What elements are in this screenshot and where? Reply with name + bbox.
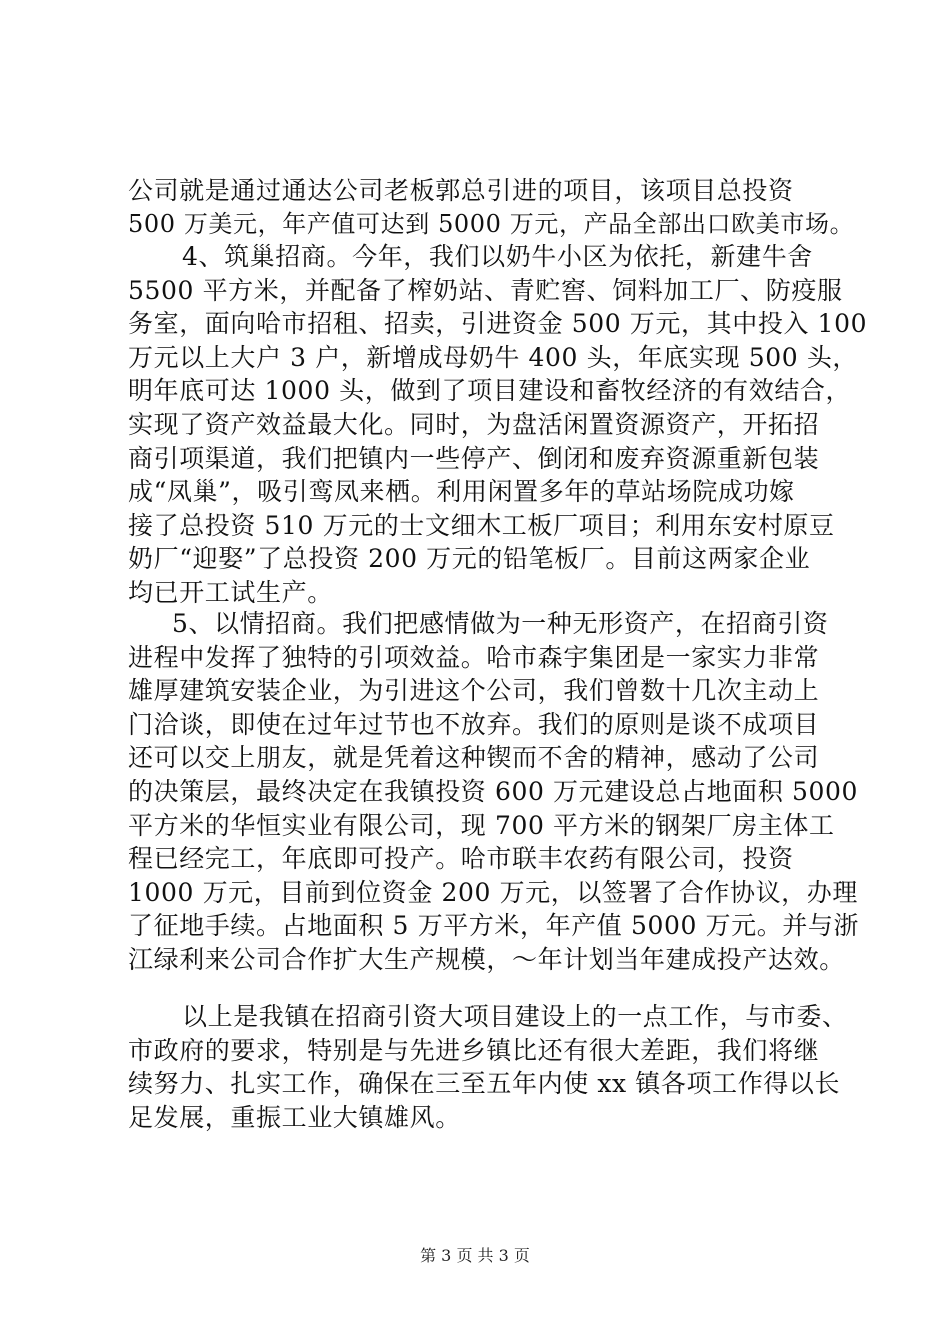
paragraph-emotion-investment <box>128 607 868 977</box>
paragraph-conclusion <box>128 1000 868 1134</box>
text-line: 明年底可达 1000 头，做到了项目建设和畜牧经济的有效结合， <box>128 376 852 406</box>
text-line: 足发展，重振工业大镇雄风。 <box>128 1102 461 1132</box>
text-line: 还可以交上朋友，就是凭着这种锲而不舍的精神，感动了公司 <box>128 743 820 773</box>
text-line: 1000 万元，目前到位资金 200 万元，以签署了合作协议，办理 <box>128 877 858 907</box>
text-line: 万元以上大户 3 户，新增成母奶牛 400 头，年底实现 500 头， <box>128 342 859 372</box>
text-line: 续努力、扎实工作，确保在三至五年内使 xx 镇各项工作得以长 <box>128 1069 841 1099</box>
text-line: 市政府的要求，特别是与先进乡镇比还有很大差距，我们将继 <box>128 1035 820 1065</box>
text-line: 商引项渠道，我们把镇内一些停产、倒闭和废弃资源重新包装 <box>128 443 820 473</box>
text-line: 了征地手续。占地面积 5 万平方米，年产值 5000 万元。并与浙 <box>128 911 860 941</box>
text-line: 成“凤巢”，吸引鸾凤来栖。利用闲置多年的草站场院成功嫁 <box>128 477 795 507</box>
text-line: 平方米的华恒实业有限公司，现 700 平方米的钢架厂房主体工 <box>128 810 835 840</box>
paragraph-continuation <box>128 174 868 241</box>
text-line: 奶厂“迎娶”了总投资 200 万元的铅笔板厂。目前这两家企业 <box>128 544 811 574</box>
text-line: 实现了资产效益最大化。同时，为盘活闲置资源资产，开拓招 <box>128 409 820 439</box>
text-line: 以上是我镇在招商引资大项目建设上的一点工作，与市委、 <box>182 1002 848 1031</box>
text-line: 进程中发挥了独特的引项效益。哈市森宇集团是一家实力非常 <box>128 642 820 672</box>
text-line: 江绿利来公司合作扩大生产规模，～年计划当年建成投产达效。 <box>128 944 845 974</box>
text-line: 4、筑巢招商。今年，我们以奶牛小区为依托，新建牛舍 <box>182 242 813 271</box>
text-line: 的决策层，最终决定在我镇投资 600 万元建设总占地面积 5000 <box>128 776 858 806</box>
paragraph-nest-investment <box>128 240 868 610</box>
text-line: 接了总投资 510 万元的士文细木工板厂项目；利用东安村原豆 <box>128 510 835 540</box>
text-line: 务室，面向哈市招租、招卖，引进资金 500 万元，其中投入 100 <box>128 309 868 339</box>
text-line: 程已经完工，年底即可投产。哈市联丰农药有限公司，投资 <box>128 844 794 874</box>
text-line: 均已开工试生产。 <box>128 577 333 607</box>
page-footer: 第 3 页 共 3 页 <box>420 1246 530 1265</box>
text-line: 公司就是通过通达公司老板郭总引进的项目，该项目总投资 <box>128 176 794 205</box>
text-line: 5、以情招商。我们把感情做为一种无形资产，在招商引资 <box>172 609 829 638</box>
text-line: 500 万美元，年产值可达到 5000 万元，产品全部出口欧美市场。 <box>128 209 855 238</box>
text-line: 5500 平方米，并配备了榨奶站、青贮窖、饲料加工厂、防疫服 <box>128 275 843 305</box>
text-line: 门洽谈，即使在过年过节也不放弃。我们的原则是谈不成项目 <box>128 709 820 739</box>
text-line: 雄厚建筑安装企业，为引进这个公司，我们曾数十几次主动上 <box>128 676 820 706</box>
